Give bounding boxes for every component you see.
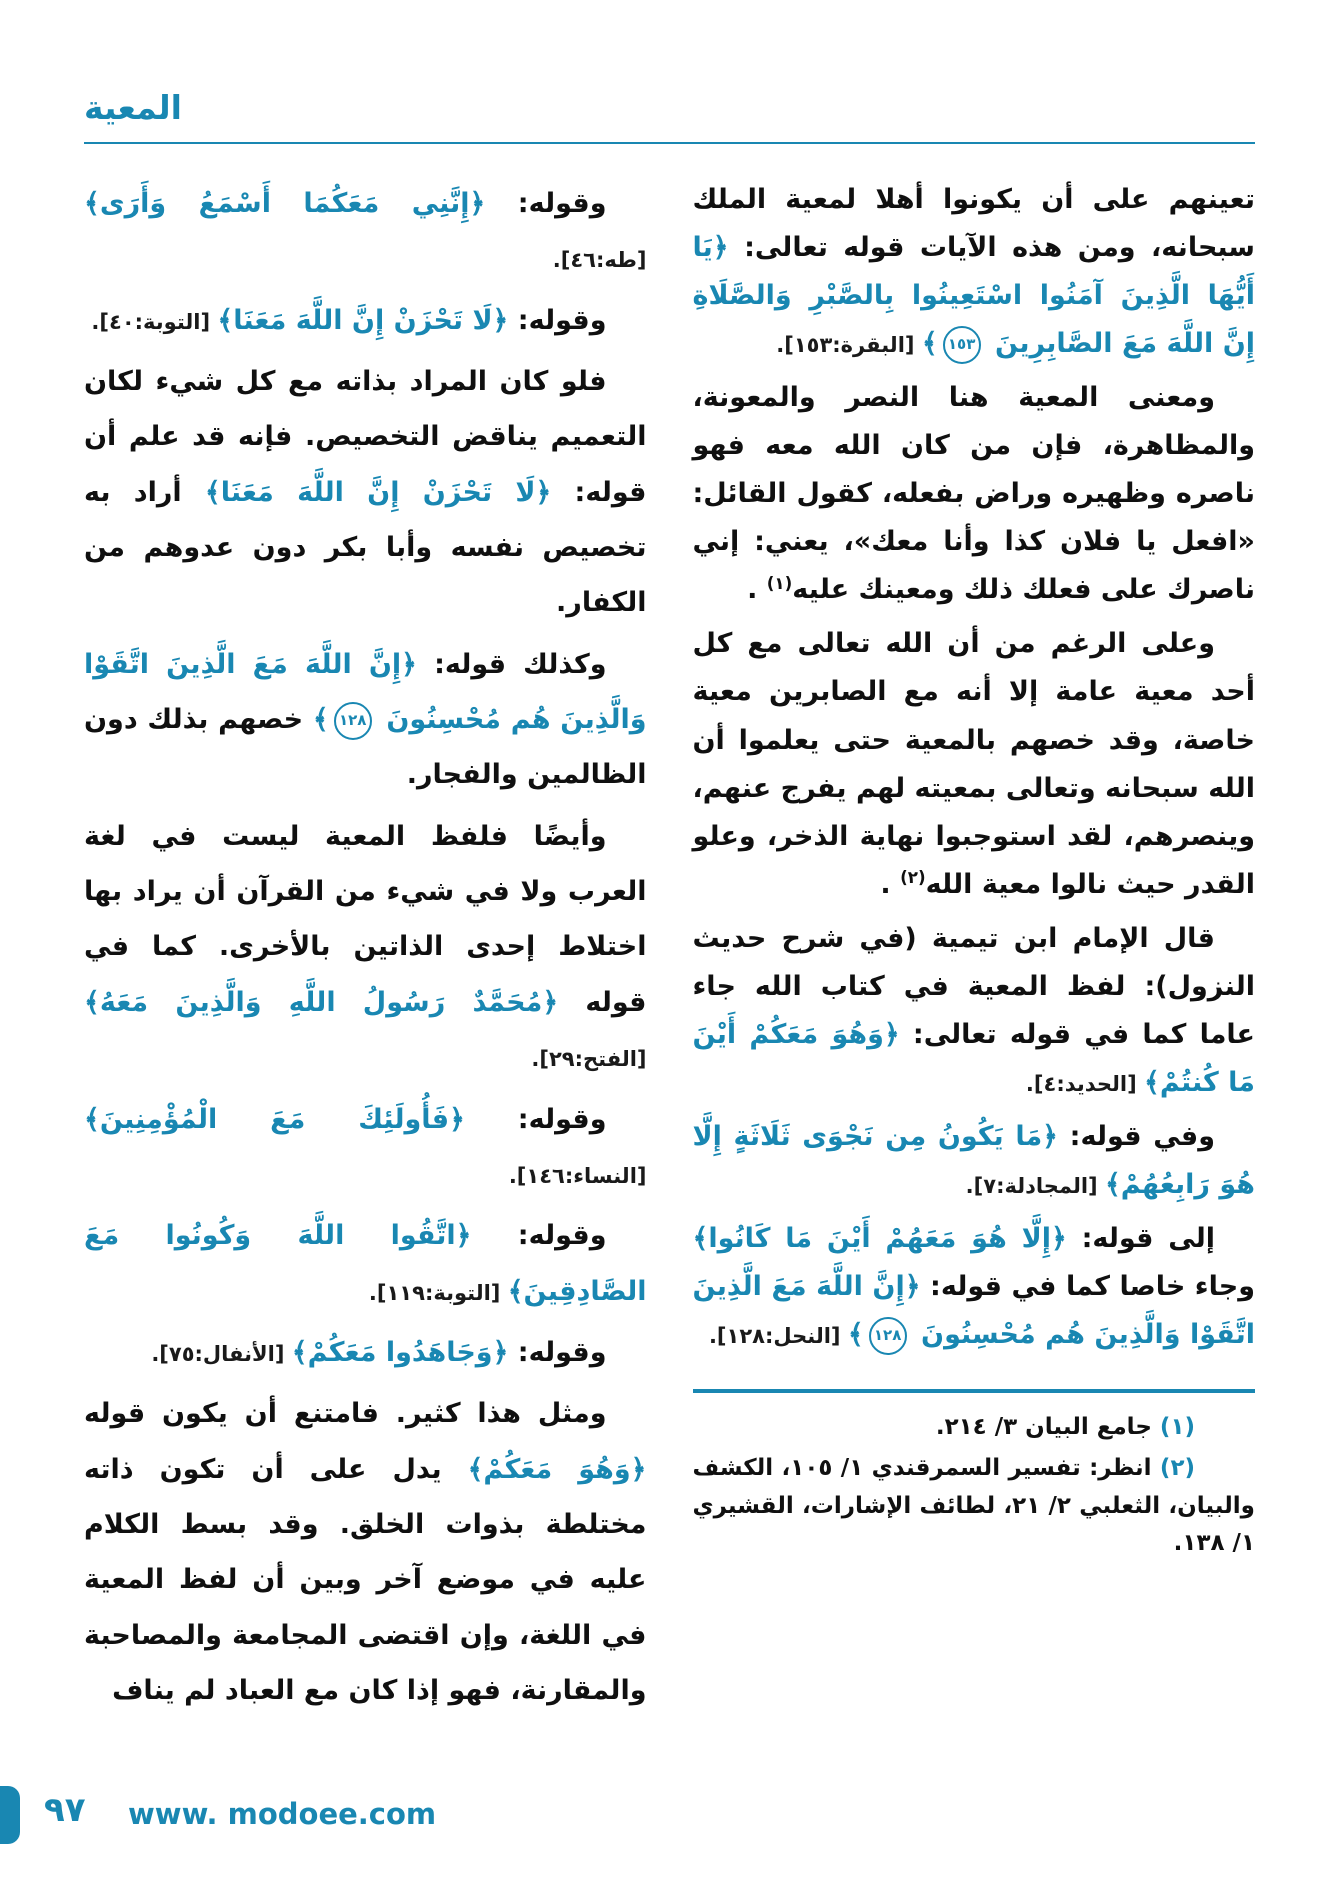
verse-reference: [الأنفال:٧٥]. <box>151 1341 292 1366</box>
quran-verse: ﴿إِلَّا هُوَ مَعَهُمْ أَيْنَ مَا كَانُوا﴾ <box>692 1222 1067 1254</box>
paragraph <box>693 1215 1256 1359</box>
quran-verse: ﴿فَأُولَئِكَ مَعَ الْمُؤْمِنِينَ﴾ <box>84 1103 465 1135</box>
column-left <box>84 176 647 1724</box>
body-text: ومثل هذا كثير. فامتنع أن يكون قوله <box>84 1398 607 1430</box>
verse-reference: [طه:٤٦]. <box>552 248 647 273</box>
paragraph <box>84 637 647 803</box>
paragraph <box>84 1325 647 1380</box>
footer-accent-tab <box>0 1786 20 1844</box>
paragraph <box>84 1208 647 1319</box>
paragraph <box>84 809 647 1086</box>
paragraph <box>693 915 1256 1107</box>
body-text: يدل على أن تكون ذاته مختلطة بذوات الخلق. وقد بسط الكلام عليه في موضع آخر وبين أن لفظ المعية في اللغة، وإن اقتضى المجامعة والمصاحبة والمقارنة، فهو إذا كان مع العباد لم يناف <box>84 1453 647 1706</box>
paragraph <box>84 1386 647 1718</box>
verse-reference: [المجادلة:٧]. <box>965 1173 1105 1198</box>
paragraph <box>693 1113 1256 1209</box>
website-url: www. modoee.com <box>128 1797 437 1831</box>
body-text: فلو كان المراد بذاته مع كل شيء لكان التعميم يناقض التخصيص. فإنه قد علم أن قوله: <box>84 366 647 508</box>
body-text: . <box>880 868 901 900</box>
verse-reference: [الفتح:٢٩]. <box>531 1047 647 1072</box>
ayah-number-medallion: ١٥٣ <box>943 326 981 364</box>
paragraph <box>84 354 647 631</box>
footnote-text: انظر: تفسير السمرقندي ١/ ١٠٥، الكشف والبيان، الثعلبي ٢/ ٢١، لطائف الإشارات، القشيري ١/ ١٣٨. <box>692 1455 1255 1556</box>
text-columns <box>84 176 1255 1724</box>
paragraph <box>84 176 647 287</box>
body-text: وقوله: <box>508 304 607 336</box>
body-text: وأيضًا فلفظ المعية ليست في لغة العرب ولا في شيء من القرآن أن يراد بها اختلاط إحدى الذاتين بالأخرى. كما في قوله <box>84 820 647 1018</box>
verse-reference: [الحديد:٤]. <box>1025 1071 1144 1096</box>
column-right <box>693 176 1256 1724</box>
body-text: تعينهم على أن يكونوا أهلا لمعية الملك سبحانه، ومن هذه الآيات قوله تعالى: <box>692 184 1255 264</box>
paragraph <box>84 1092 647 1203</box>
body-text: خصهم بذلك دون الظالمين والفجار. <box>84 704 647 791</box>
footnote-text: جامع البيان ٣/ ٢١٤. <box>935 1414 1152 1441</box>
verse-reference: [النساء:١٤٦]. <box>508 1163 647 1188</box>
quran-verse: ﴿إِنَّ اللَّهَ مَعَ الَّذِينَ اتَّقَوْا وَالَّذِينَ هُم مُحْسِنُونَ <box>84 648 647 736</box>
body-text: . <box>747 574 767 606</box>
quran-verse: ﴿وَهُوَ مَعَكُمْ أَيْنَ مَا كُنتُمْ﴾ <box>692 1018 1255 1098</box>
body-text: وقوله: <box>464 1103 607 1135</box>
quran-verse: ﴿لَا تَحْزَنْ إِنَّ اللَّهَ مَعَنَا﴾ <box>217 304 509 336</box>
paragraph <box>693 374 1256 614</box>
body-text: وجاء خاصا كما في قوله: <box>920 1271 1255 1303</box>
page-number: ٩٧ <box>44 1790 86 1830</box>
body-text: وقوله: <box>508 1336 607 1368</box>
footnote <box>693 1450 1256 1562</box>
quran-verse: ﴿مُحَمَّدٌ رَسُولُ اللَّهِ وَالَّذِينَ مَعَهُ﴾ <box>84 986 559 1018</box>
quran-verse: ﴾ <box>312 704 329 736</box>
ayah-number-medallion: ١٢٨ <box>869 1317 907 1355</box>
ayah-number-medallion: ١٢٨ <box>334 702 372 740</box>
body-text: أراد به تخصيص نفسه وأبا بكر دون عدوهم من الكفار. <box>84 476 647 619</box>
body-text: قال الإمام ابن تيمية (في شرح حديث النزول): لفظ المعية في كتاب الله جاء عاما كما في قوله تعالى: <box>692 922 1256 1050</box>
paragraph <box>84 293 647 348</box>
verse-reference: [التوبة:١١٩]. <box>368 1280 508 1305</box>
quran-verse: ﴿وَهُوَ مَعَكُمْ﴾ <box>467 1453 647 1485</box>
footnote-marker: (٢) <box>900 867 926 888</box>
footnote-number: (١) <box>1151 1414 1195 1441</box>
quran-verse: ﴿إِنَّ اللَّهَ مَعَ الَّذِينَ اتَّقَوْا وَالَّذِينَ هُم مُحْسِنُونَ <box>692 1271 1255 1351</box>
footnote-marker: (١) <box>766 573 793 594</box>
header-rule <box>84 142 1255 144</box>
quran-verse: ﴾ <box>921 328 938 360</box>
quran-verse: ﴿مَا يَكُونُ مِن نَجْوَى ثَلَاثَةٍ إِلَّا هُوَ رَابِعُهُمْ﴾ <box>692 1120 1255 1200</box>
quran-verse: ﴾ <box>847 1319 864 1351</box>
quran-verse: ﴿اتَّقُوا اللَّهَ وَكُونُوا مَعَ الصَّادِقِينَ﴾ <box>84 1220 647 1307</box>
footnote-separator-rule <box>693 1389 1256 1393</box>
footnote <box>693 1409 1256 1446</box>
running-head-title: المعية <box>84 88 182 127</box>
body-text: وكذلك قوله: <box>416 648 607 680</box>
body-text: وعلى الرغم من أن الله تعالى مع كل أحد معية عامة إلا أنه مع الصابرين معية خاصة، وقد خصهم بالمعية حتى يعلموا أن الله سبحانه وتعالى بمعيته لهم يفرج عنهم، وينصرهم، لقد استوجبوا نهاية الذخر، وعلو القدر حيث نالوا معية الله <box>692 628 1255 900</box>
body-text: وفي قوله: <box>1058 1120 1215 1152</box>
paragraph <box>693 176 1256 368</box>
quran-verse: ﴿يَا أَيُّهَا الَّذِينَ آمَنُوا اسْتَعِينُوا بِالصَّبْرِ وَالصَّلَاةِ إِنَّ اللَّهَ مَعَ الصَّابِرِينَ <box>692 232 1255 360</box>
quran-verse: ﴿وَجَاهَدُوا مَعَكُمْ﴾ <box>291 1336 509 1368</box>
quran-verse: ﴿إِنَّنِي مَعَكُمَا أَسْمَعُ وَأَرَى﴾ <box>84 188 486 219</box>
footnote-number: (٢) <box>1151 1455 1195 1482</box>
body-text: ومعنى المعية هنا النصر والمعونة، والمظاهرة، فإن من كان الله معه فهو ناصره وظهيره وراض بفعله، كقول القائل: «افعل يا فلان كذا وأنا معك»، يعني: إني ناصرك على فعلك ذلك ومعينك عليه <box>692 382 1255 606</box>
body-text: إلى قوله: <box>1066 1222 1215 1254</box>
verse-reference: [النحل:١٢٨]. <box>708 1324 848 1349</box>
paragraph <box>693 620 1256 908</box>
verse-reference: [التوبة:٤٠]. <box>91 309 218 334</box>
body-text: وقوله: <box>485 188 607 219</box>
quran-verse: ﴿لَا تَحْزَنْ إِنَّ اللَّهَ مَعَنَا﴾ <box>204 476 552 508</box>
verse-reference: [البقرة:١٥٣]. <box>776 333 922 358</box>
body-text: وقوله: <box>471 1220 607 1252</box>
